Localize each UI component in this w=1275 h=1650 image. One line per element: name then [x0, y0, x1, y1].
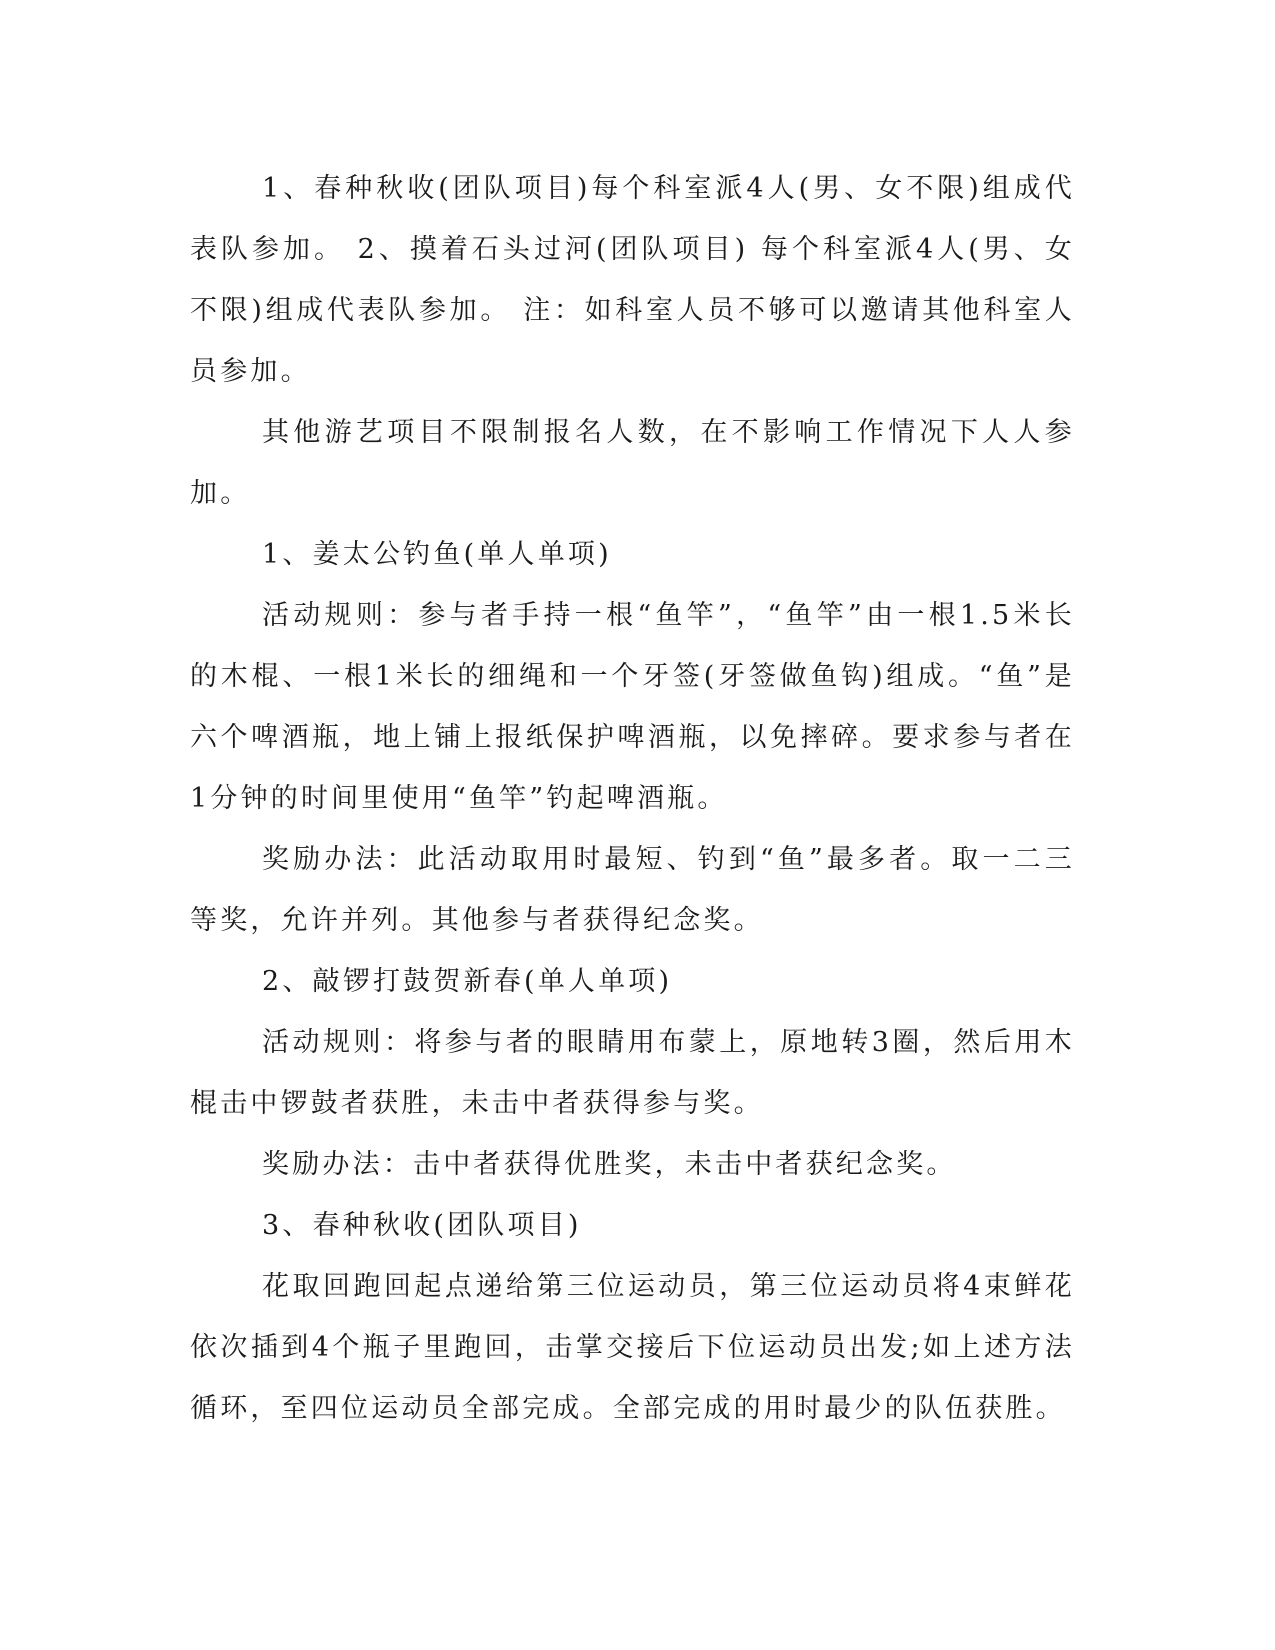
paragraph-fishing-rewards: 奖励办法：此活动取用时最短、钓到“鱼”最多者。取一二三等奖，允许并列。其他参与者获得纪念奖。: [190, 844, 1075, 936]
paragraph-gong-drum-rules: 活动规则：将参与者的眼睛用布蒙上，原地转3圈，然后用木棍击中锣鼓者获胜，未击中者获得参与奖。: [190, 1027, 1075, 1119]
paragraph-spring-autumn-rules: 花取回跑回起点递给第三位运动员，第三位运动员将4束鲜花依次插到4个瓶子里跑回，击掌交接后下位运动员出发;如上述方法循环，至四位运动员全部完成。全部完成的用时最少的队伍获胜。: [190, 1271, 1075, 1424]
heading-fishing-game: 1、姜太公钓鱼(单人单项): [262, 539, 612, 570]
paragraph-team-signup: 1、春种秋收(团队项目)每个科室派4人(男、女不限)组成代表队参加。 2、摸着石头过河(团队项目) 每个科室派4人(男、女不限)组成代表队参加。 注：如科室人员不够可以邀请其他科室人员参加。: [190, 173, 1075, 387]
paragraph-fishing-rules: 活动规则：参与者手持一根“鱼竿”，“鱼竿”由一根1.5米长的木棍、一根1米长的细绳和一个牙签(牙签做鱼钩)组成。“鱼”是六个啤酒瓶，地上铺上报纸保护啤酒瓶，以免摔碎。要求参与者在1分钟的时间里使用“鱼竿”钓起啤酒瓶。: [190, 600, 1075, 814]
paragraph-gong-drum-rewards: 奖励办法：击中者获得优胜奖，未击中者获纪念奖。: [262, 1149, 957, 1180]
heading-gong-drum-game: 2、敲锣打鼓贺新春(单人单项): [262, 966, 673, 997]
paragraph-other-games: 其他游艺项目不限制报名人数，在不影响工作情况下人人参加。: [190, 417, 1075, 509]
document-body: [190, 158, 1075, 1439]
heading-spring-autumn-game: 3、春种秋收(团队项目): [262, 1210, 582, 1241]
